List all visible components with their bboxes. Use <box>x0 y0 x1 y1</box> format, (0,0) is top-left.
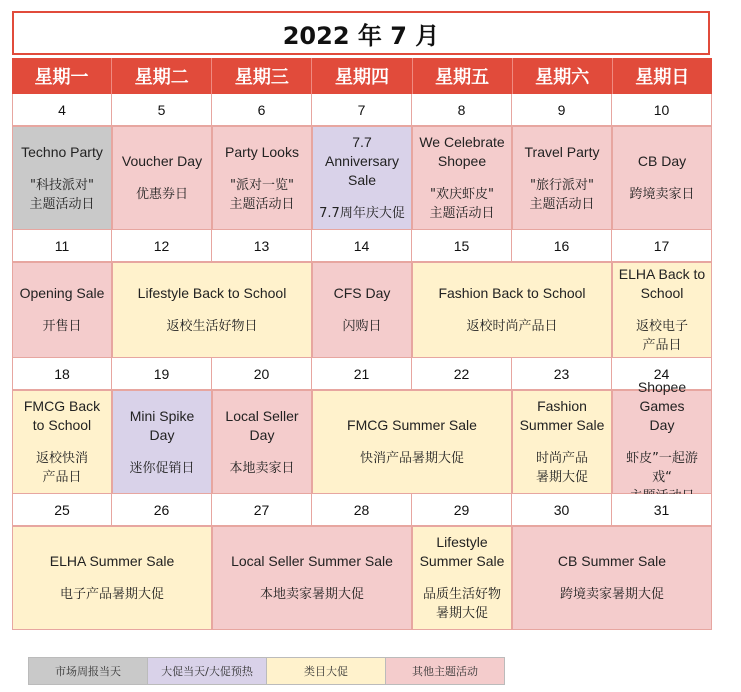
legend-item-yellow: 类目大促 <box>267 658 386 684</box>
event-cell <box>12 526 212 630</box>
calendar-grid <box>12 94 712 630</box>
event-cell <box>512 526 712 630</box>
event-title-cn: 返校时尚产品日 <box>466 319 558 334</box>
event-title-en: FMCG Back to School <box>23 398 101 433</box>
event-row <box>12 262 712 358</box>
event-title-en: 7.7 Anniversary Sale <box>325 134 399 188</box>
event-title-en: Travel Party <box>524 143 600 160</box>
weekday-friday: 星期五 <box>413 58 513 94</box>
event-cell <box>512 390 612 494</box>
event-row <box>12 379 712 494</box>
event-title-cn: 优惠券日 <box>135 187 188 202</box>
date-cell: 17 <box>612 230 712 262</box>
event-title-cn: 返校生活好物日 <box>166 319 258 334</box>
date-cell: 16 <box>512 230 612 262</box>
event-title-cn: 跨境卖家日 <box>629 187 695 202</box>
legend-item-purple: 大促当天/大促预热 <box>148 658 267 684</box>
date-cell: 19 <box>112 358 212 390</box>
event-title-en: CFS Day <box>333 285 391 301</box>
event-title-cn: 快消产品暑期大促 <box>359 451 464 466</box>
event-title-en: Local Seller Day <box>225 407 299 443</box>
date-cell: 14 <box>312 230 412 262</box>
date-row <box>12 358 712 390</box>
weekday-thursday: 星期四 <box>312 58 412 94</box>
legend-item-pink: 其他主题活动 <box>386 658 504 684</box>
event-cell <box>112 390 212 494</box>
event-cell <box>212 390 312 494</box>
date-cell: 4 <box>12 94 112 126</box>
date-cell: 24 <box>612 358 712 390</box>
date-cell: 31 <box>612 494 712 526</box>
event-title-en: Lifestyle Back to School <box>137 285 287 301</box>
event-title-cn: "旅行派对" 主题活动日 <box>529 177 595 212</box>
event-cell <box>12 262 112 358</box>
event-title-cn: 开售日 <box>42 319 82 334</box>
event-title-cn: 品质生活好物 暑期大促 <box>422 587 501 621</box>
event-row <box>12 126 712 230</box>
date-cell: 8 <box>412 94 512 126</box>
event-title-en: We Celebrate Shopee <box>419 134 505 169</box>
event-cell <box>212 526 412 630</box>
event-title-en: Local Seller Summer Sale <box>231 553 393 569</box>
color-legend <box>28 657 505 685</box>
date-cell: 25 <box>12 494 112 526</box>
event-row <box>12 526 712 630</box>
event-title-en: Fashion Back to School <box>438 285 586 301</box>
legend-item-gray: 市场周报当天 <box>29 658 148 684</box>
event-cell <box>112 126 212 230</box>
event-title-cn: "科技派对" 主题活动日 <box>29 177 95 212</box>
date-cell: 22 <box>412 358 512 390</box>
event-cell <box>412 526 512 630</box>
date-cell: 28 <box>312 494 412 526</box>
event-title-cn: 闪购日 <box>342 319 382 334</box>
weekday-saturday: 星期六 <box>513 58 613 94</box>
date-cell: 6 <box>212 94 312 126</box>
date-cell: 5 <box>112 94 212 126</box>
event-cell <box>512 126 612 230</box>
date-cell: 23 <box>512 358 612 390</box>
event-cell <box>412 262 612 358</box>
event-cell <box>12 390 112 494</box>
date-cell: 29 <box>412 494 512 526</box>
date-cell: 10 <box>612 94 712 126</box>
date-cell: 21 <box>312 358 412 390</box>
date-row <box>12 94 712 126</box>
event-title-cn: 7.7周年庆大促 <box>319 206 405 221</box>
date-cell: 27 <box>212 494 312 526</box>
date-cell: 20 <box>212 358 312 390</box>
event-cell <box>612 126 712 230</box>
event-cell <box>612 262 712 358</box>
event-title-en: Fashion Summer Sale <box>519 398 605 433</box>
event-title-en: Voucher Day <box>121 153 203 169</box>
event-title-en: Techno Party <box>21 143 103 160</box>
date-cell: 15 <box>412 230 512 262</box>
event-title-cn: 时尚产品 暑期大促 <box>535 451 588 485</box>
event-title-en: ELHA Summer Sale <box>49 553 175 569</box>
date-row <box>12 230 712 262</box>
weekday-wednesday: 星期三 <box>212 58 312 94</box>
event-cell <box>412 126 512 230</box>
event-cell <box>212 126 312 230</box>
date-cell: 9 <box>512 94 612 126</box>
weekday-header <box>12 58 712 94</box>
event-cell <box>312 126 412 230</box>
date-cell: 26 <box>112 494 212 526</box>
event-title-en: ELHA Back to School <box>618 266 706 301</box>
event-title-en: CB Summer Sale <box>557 553 667 569</box>
event-title-cn: 返校快消 产品日 <box>35 451 88 485</box>
date-cell: 30 <box>512 494 612 526</box>
event-title-cn: 本地卖家暑期大促 <box>259 587 364 602</box>
event-title-en: Shopee Games Day <box>637 379 687 433</box>
calendar-title: 2022 年 7 月 <box>12 11 710 55</box>
event-title-en: Opening Sale <box>19 285 105 301</box>
event-title-cn: 迷你促销日 <box>129 460 195 476</box>
date-cell: 11 <box>12 230 112 262</box>
event-cell <box>612 379 712 494</box>
event-cell <box>312 390 512 494</box>
event-title-en: Party Looks <box>225 143 299 160</box>
event-cell <box>312 262 412 358</box>
event-title-en: FMCG Summer Sale <box>347 417 477 433</box>
date-cell: 13 <box>212 230 312 262</box>
event-title-cn: 虾皮”一起游戏“ <box>626 451 698 485</box>
date-cell: 7 <box>312 94 412 126</box>
weekday-monday: 星期一 <box>12 58 112 94</box>
event-title-cn: 返校电子 产品日 <box>635 319 688 353</box>
weekday-tuesday: 星期二 <box>112 58 212 94</box>
event-title-en: Lifestyle Summer Sale <box>419 534 505 569</box>
event-title-cn: "欢庆虾皮" 主题活动日 <box>429 187 495 221</box>
event-title-cn: "派对一览" 主题活动日 <box>229 177 295 212</box>
event-cell <box>12 126 112 230</box>
weekday-sunday: 星期日 <box>635 67 690 88</box>
event-title-cn: 跨境卖家暑期大促 <box>559 587 664 602</box>
event-title-cn: 本地卖家日 <box>229 460 295 476</box>
event-title-en: Mini Spike Day <box>129 407 195 443</box>
event-title-en: CB Day <box>637 153 687 169</box>
event-title-cn: 电子产品暑期大促 <box>59 587 164 602</box>
date-row <box>12 494 712 526</box>
event-cell <box>112 262 312 358</box>
date-cell: 12 <box>112 230 212 262</box>
date-cell: 18 <box>12 358 112 390</box>
